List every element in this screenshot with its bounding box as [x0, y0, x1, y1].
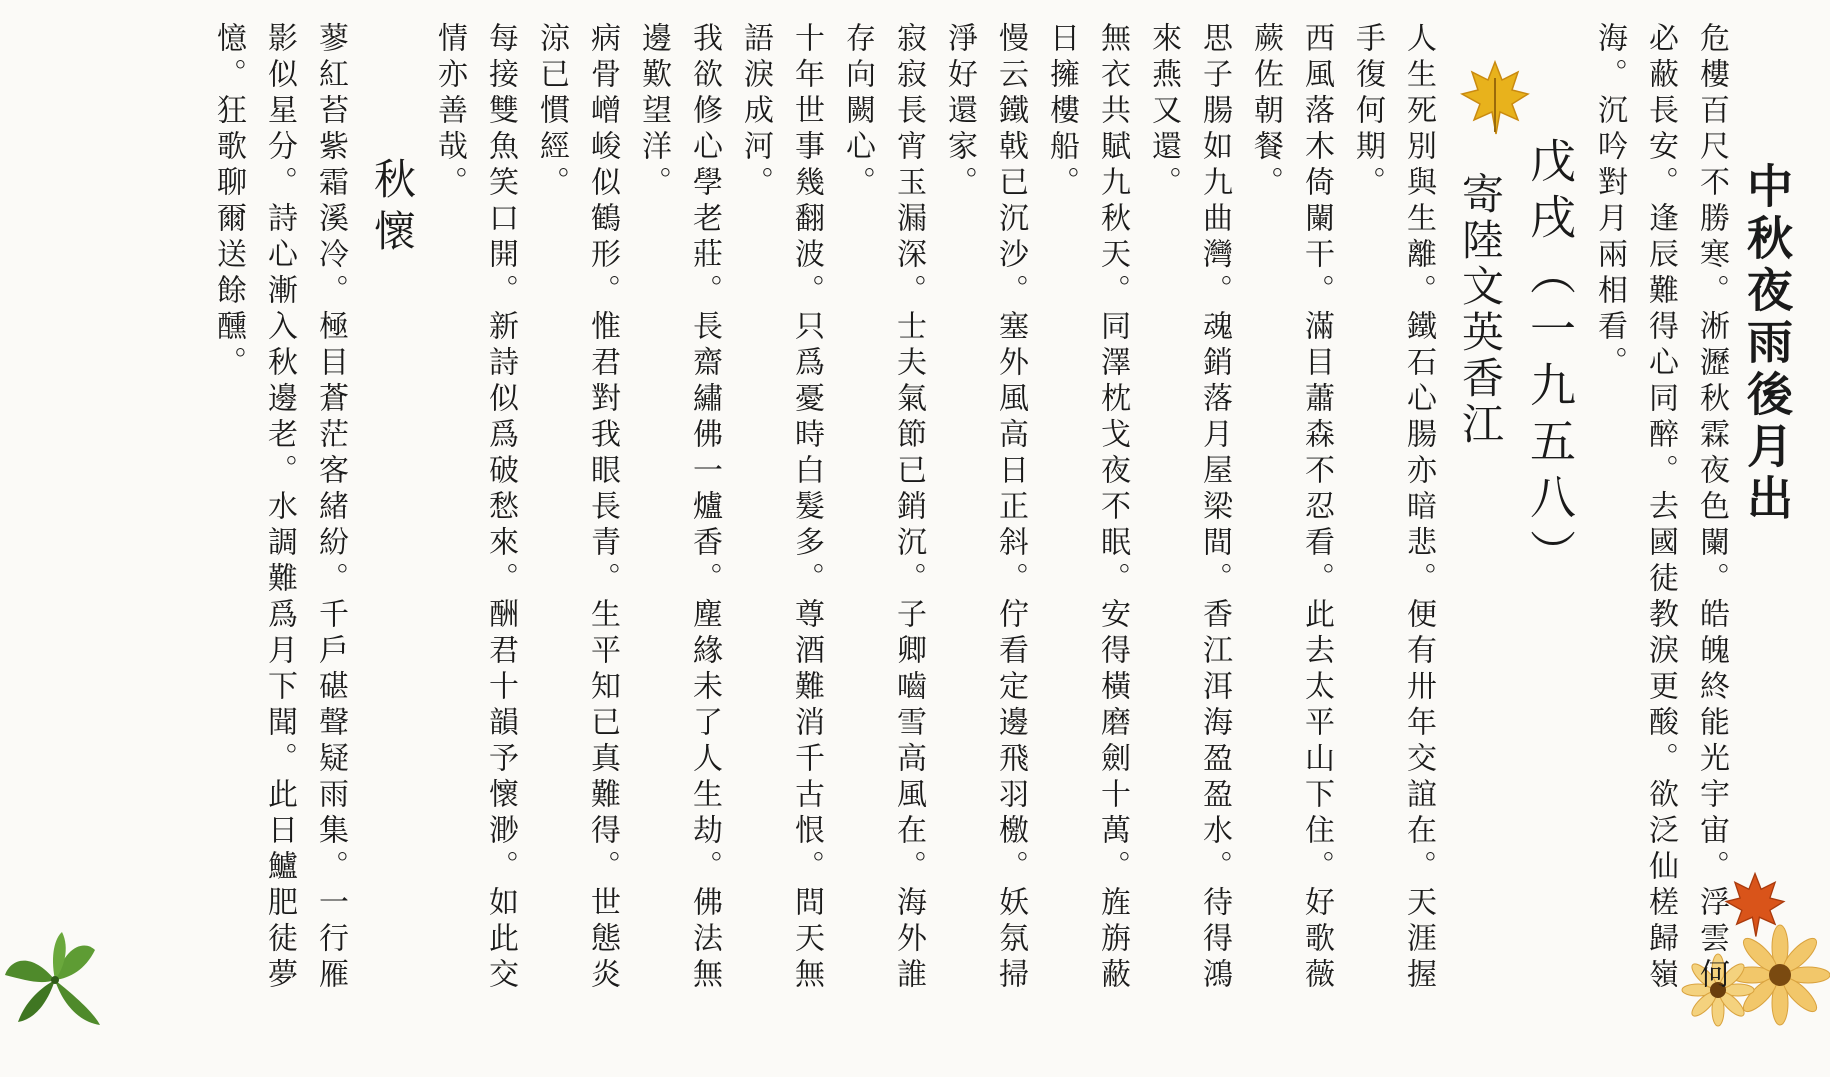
green-leaves-icon [0, 930, 110, 1030]
poem-line: 人生死別與生離。鐵石心腸亦暗悲。便有卅年交誼在。天涯握 [1401, 22, 1436, 994]
poem-line: 寂寂長宵玉漏深。士夫氣節已銷沉。子卿嚙雪高風在。海外誰 [891, 22, 926, 994]
poem-line: 手復何期。 [1350, 22, 1385, 202]
poem-title: 秋懷 [368, 157, 417, 261]
section-year: 戊戌（一九五八） [1523, 137, 1577, 585]
poem-line: 涼已慣經。 [534, 22, 569, 202]
poem-line: 日擁樓船。 [1044, 22, 1079, 202]
poem-line: 西風落木倚闌干。滿目蕭森不忍看。此去太平山下住。好歌薇 [1299, 22, 1334, 994]
poem-line: 蕨佐朝餐。 [1248, 22, 1283, 202]
poem-title: 寄陸文英香江 [1456, 172, 1505, 448]
poem-line: 我欲修心學老莊。長齋繡佛一爐香。塵緣未了人生劫。佛法無 [687, 22, 722, 994]
poem-line: 憶。狂歌聊爾送餘醺。 [211, 22, 246, 382]
poem-line: 必蔽長安。逢辰難得心同醉。去國徒教淚更酸。欲泛仙槎歸嶺 [1643, 22, 1678, 994]
poem-line: 情亦善哉。 [432, 22, 467, 202]
poem-line: 影似星分。詩心漸入秋邊老。水調難爲月下聞。此日鱸肥徒夢 [262, 22, 297, 994]
poem-line: 語淚成河。 [738, 22, 773, 202]
poem-line: 存向闕心。 [840, 22, 875, 202]
poem-line: 危樓百尺不勝寒。淅瀝秋霖夜色闌。皓魄終能光宇宙。浮雲何 [1694, 22, 1729, 994]
poem-line: 海。沉吟對月兩相看。 [1592, 22, 1627, 382]
poem-line: 無衣共賦九秋天。同澤枕戈夜不眠。安得橫磨劍十萬。旌旃蔽 [1095, 22, 1130, 994]
poem-line: 病骨嶒峻似鶴形。惟君對我眼長青。生平知已真難得。世態炎 [585, 22, 620, 994]
poem-line: 慢云鐵戟已沉沙。塞外風高日正斜。佇看定邊飛羽檄。妖氛掃 [993, 22, 1028, 994]
vertical-text-block [192, 22, 1794, 1062]
poem-line: 來燕又還。 [1146, 22, 1181, 202]
poem-line: 十年世事幾翻波。只爲憂時白髮多。尊酒難消千古恨。問天無 [789, 22, 824, 994]
poem-line: 每接雙魚笑口開。新詩似爲破愁來。酬君十韻予懷渺。如此交 [483, 22, 518, 994]
poem-line: 邊歎望洋。 [636, 22, 671, 202]
poem-line: 思子腸如九曲灣。魂銷落月屋梁間。香江洱海盈盈水。待得鴻 [1197, 22, 1232, 994]
poem-line: 淨好還家。 [942, 22, 977, 202]
poem-line: 蓼紅苔紫霜溪冷。極目蒼茫客緒紛。千戶碪聲疑雨集。一行雁 [313, 22, 348, 994]
poem-title: 中秋夜雨後月出 [1740, 162, 1794, 526]
